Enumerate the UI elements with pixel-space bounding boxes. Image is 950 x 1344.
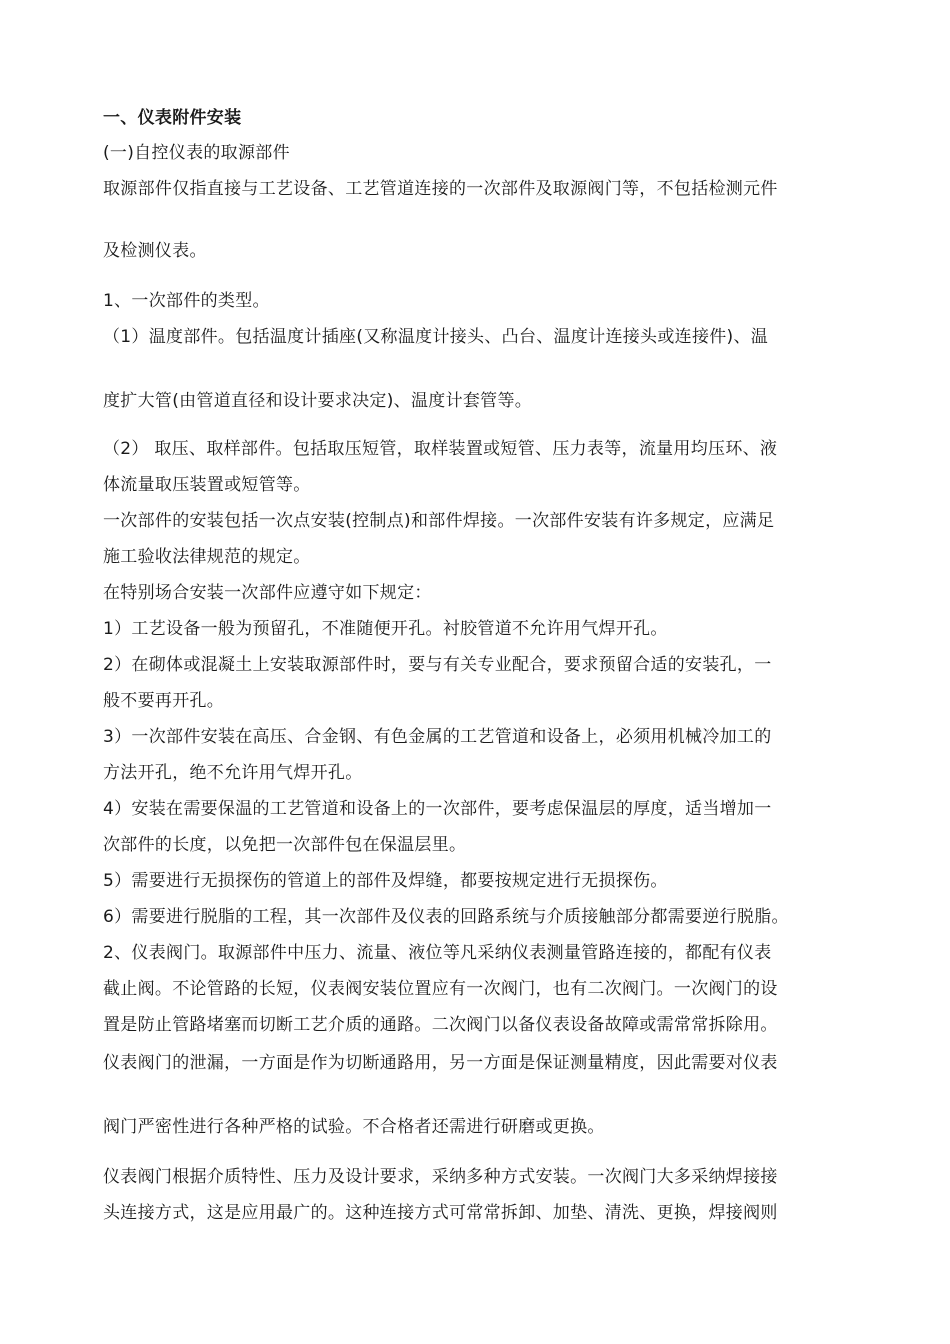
paragraph-line: 置是防止管路堵塞而切断工艺介质的通路。二次阀门以备仪表设备故障或需常常拆除用。	[103, 1015, 778, 1035]
paragraph-line: 度扩大管(由管道直径和设计要求决定)、温度计套管等。	[103, 391, 533, 411]
paragraph-line: 施工验收法律规范的规定。	[103, 547, 311, 567]
section-heading: 一、仪表附件安装	[103, 108, 242, 128]
paragraph-line: 阀门严密性进行各种严格的试验。不合格者还需进行研磨或更换。	[103, 1117, 605, 1137]
paragraph-line: 2、仪表阀门。取源部件中压力、流量、液位等凡采纳仪表测量管路连接的，都配有仪表	[103, 943, 772, 963]
paragraph-line: 体流量取压装置或短管等。	[103, 475, 311, 495]
list-item: 4）安装在需要保温的工艺管道和设备上的一次部件，要考虑保温层的厚度，适当增加一	[103, 799, 772, 819]
paragraph-line: 在特别场合安装一次部件应遵守如下规定：	[103, 583, 432, 603]
paragraph-line: 头连接方式，这是应用最广的。这种连接方式可常常拆卸、加垫、清洗、更换，焊接阀则	[103, 1203, 778, 1223]
list-item: 5）需要进行无损探伤的管道上的部件及焊缝，都要按规定进行无损探伤。	[103, 871, 668, 891]
subsection-heading: (一)自控仪表的取源部件	[103, 143, 290, 163]
paragraph-line: 一次部件的安装包括一次点安装(控制点)和部件焊接。一次部件安装有许多规定，应满足	[103, 511, 775, 531]
paragraph-line: （1）温度部件。包括温度计插座(又称温度计接头、凸台、温度计连接头或连接件)、温	[103, 327, 769, 347]
paragraph-line: 截止阀。不论管路的长短，仪表阀安装位置应有一次阀门，也有二次阀门。一次阀门的设	[103, 979, 778, 999]
paragraph-line: 1、一次部件的类型。	[103, 291, 270, 311]
paragraph-line: 及检测仪表。	[103, 241, 207, 261]
paragraph-line: 仪表阀门的泄漏，一方面是作为切断通路用，另一方面是保证测量精度，因此需要对仪表	[103, 1053, 778, 1073]
list-item: 2）在砌体或混凝土上安装取源部件时，要与有关专业配合，要求预留合适的安装孔，一	[103, 655, 772, 675]
paragraph-line: （2） 取压、取样部件。包括取压短管，取样装置或短管、压力表等，流量用均压环、液	[103, 439, 778, 459]
list-item: 1）工艺设备一般为预留孔，不准随便开孔。衬胶管道不允许用气焊开孔。	[103, 619, 668, 639]
list-item: 般不要再开孔。	[103, 691, 225, 711]
list-item: 方法开孔，绝不允许用气焊开孔。	[103, 763, 363, 783]
paragraph-line: 取源部件仅指直接与工艺设备、工艺管道连接的一次部件及取源阀门等，不包括检测元件	[103, 179, 778, 199]
list-item: 次部件的长度，以免把一次部件包在保温层里。	[103, 835, 467, 855]
list-item: 6）需要进行脱脂的工程，其一次部件及仪表的回路系统与介质接触部分都需要逆行脱脂。	[103, 907, 789, 927]
paragraph-line: 仪表阀门根据介质特性、压力及设计要求，采纳多种方式安装。一次阀门大多采纳焊接接	[103, 1167, 778, 1187]
list-item: 3）一次部件安装在高压、合金钢、有色金属的工艺管道和设备上，必须用机械冷加工的	[103, 727, 772, 747]
